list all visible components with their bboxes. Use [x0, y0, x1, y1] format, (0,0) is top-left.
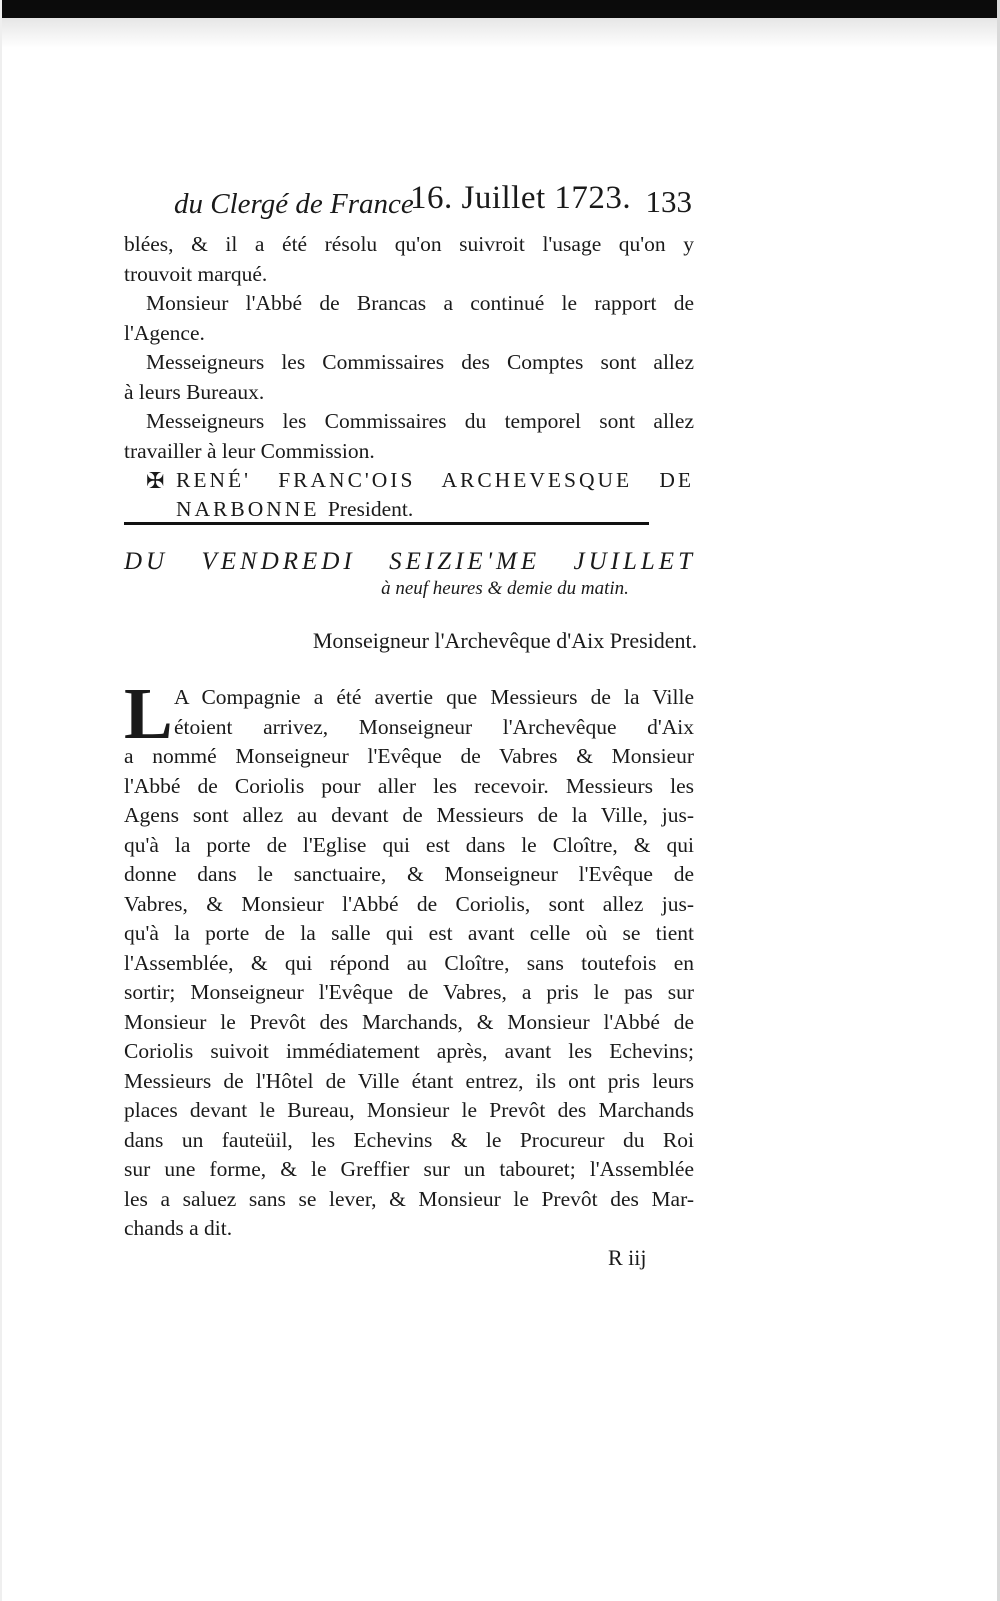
text-line: qu'à la porte de la salle qui est avant celle où se tient: [124, 921, 694, 945]
text-line: l'Assemblée, & qui répond au Cloître, sans toutefois en: [124, 950, 694, 975]
page-left-edge: [0, 0, 2, 1601]
drop-cap: L: [124, 673, 173, 754]
page-top-edge: [0, 0, 1000, 18]
text-line: Coriolis suivoit immédiatement après, avant les Echevins;: [124, 1039, 694, 1063]
text-line: étoient arrivez, Monseigneur l'Archevêque d'Aix: [174, 714, 694, 739]
continued-text: [124, 230, 694, 466]
text-line: sortir; Monseigneur l'Evêque de Vabres, a pris le pas sur: [124, 980, 694, 1004]
signature-see-name: NARBONNE: [176, 497, 320, 521]
text-line: Monsieur l'Abbé de Brancas a continué le rapport de: [146, 291, 694, 315]
cross-icon: ✠: [146, 468, 165, 493]
signature-title: President.: [327, 497, 414, 521]
text-line: A Compagnie a été avertie que Messieurs de la Ville: [174, 685, 694, 709]
text-line: qu'à la porte de l'Eglise qui est dans le Cloître, & qui: [124, 832, 694, 857]
text-line: Messeigneurs les Commissaires des Comptes sont allez: [146, 350, 694, 374]
signature-line-1: [124, 466, 694, 495]
text-line: chands a dit.: [124, 1216, 233, 1240]
running-head-date: 16. Juillet 1723.: [410, 180, 632, 216]
text-line: Messeigneurs les Commissaires du temporel sont allez: [146, 409, 694, 433]
text-line: l'Abbé de Coriolis pour aller les recevoir. Messieurs les: [124, 773, 694, 798]
running-head-title: du Clergé de France: [174, 188, 414, 220]
text-line: Agens sont allez au devant de Messieurs de la Ville, jus-: [124, 803, 694, 827]
text-line: Messieurs de l'Hôtel de Ville étant entrez, ils ont pris leurs: [124, 1068, 694, 1093]
text-line: l'Agence.: [124, 320, 205, 345]
section-divider: [124, 522, 649, 525]
text-line: Monsieur le Prevôt des Marchands, & Monsieur l'Abbé de: [124, 1009, 694, 1034]
section-president: Monseigneur l'Archevêque d'Aix President.: [312, 628, 698, 653]
text-line: à leurs Bureaux.: [124, 379, 265, 404]
page-number: 133: [645, 184, 692, 219]
page-content: [124, 180, 694, 524]
text-line: a nommé Monseigneur l'Evêque de Vabres & Monsieur: [124, 744, 694, 768]
running-head: [124, 180, 694, 230]
text-line: travailler à leur Commission.: [124, 438, 375, 463]
text-line: trouvoit marqué.: [124, 261, 268, 286]
signature-line-2: [124, 495, 694, 524]
text-line: dans un fauteüil, les Echevins & le Procureur du Roi: [124, 1127, 694, 1152]
section-title: DU VENDREDI SEIZIE'ME JUILLET: [124, 548, 696, 575]
text-line: blées, & il a été résolu qu'on suivroit l'usage qu'on y: [124, 232, 694, 256]
text-line: les a saluez sans se lever, & Monsieur le Prevôt des Mar-: [124, 1186, 694, 1211]
signature-mark: R iij: [608, 1245, 647, 1270]
text-line: sur une forme, & le Greffier sur un tabouret; l'Assemblée: [124, 1157, 694, 1181]
text-line: Vabres, & Monsieur l'Abbé de Coriolis, sont allez jus-: [124, 891, 694, 916]
text-line: donne dans le sanctuaire, & Monseigneur l'Evêque de: [124, 862, 694, 886]
main-paragraph: [124, 673, 694, 1244]
section-subtitle: à neuf heures & demie du matin.: [381, 578, 629, 599]
signature-name: RENÉ' FRANC'OIS ARCHEVESQUE DE: [176, 468, 694, 492]
text-line: places devant le Bureau, Monsieur le Prevôt des Marchands: [124, 1098, 694, 1122]
signature-see: [176, 495, 413, 525]
